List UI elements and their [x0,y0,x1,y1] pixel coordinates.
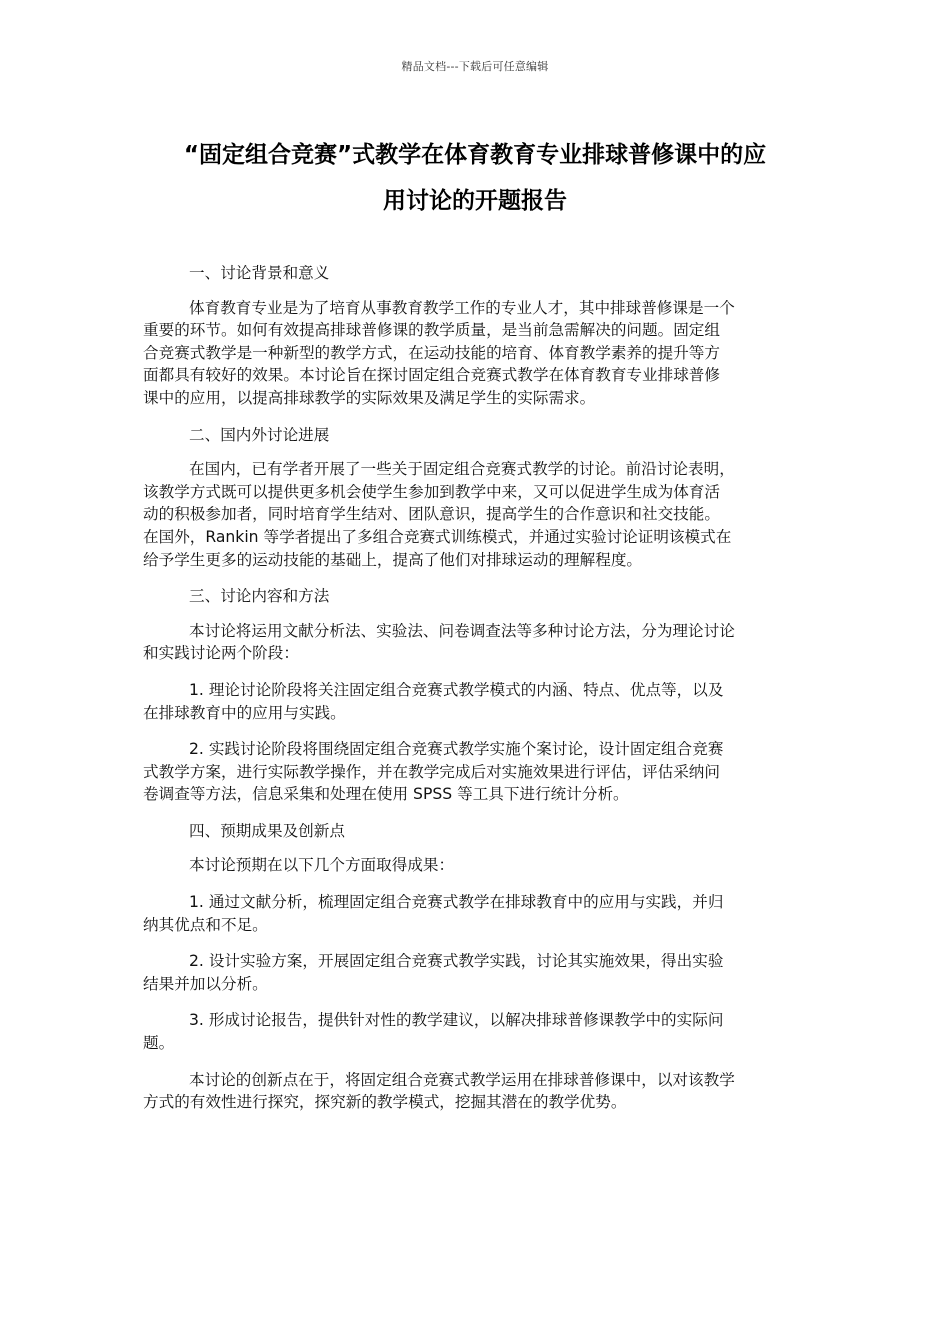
text-line: 纳其优点和不足。 [143,915,268,934]
paragraph [143,1069,808,1114]
text-line: 面都具有较好的效果。本讨论旨在探讨固定组合竞赛式教学在体育教育专业排球普修 [143,366,720,385]
document-body [143,262,808,1128]
text-line: 重要的环节。如何有效提高排球普修课的教学质量，是当前急需解决的问题。固定组 [143,321,720,340]
section-heading-1: 一、讨论背景和意义 [189,264,330,282]
document-title [140,132,810,224]
section-heading-2: 二、国内外讨论进展 [189,425,330,444]
text-line: 在国外，Rankin 等学者提出了多组合竞赛式训练模式，并通过实验讨论证明该模式在 [143,527,732,546]
paragraph [143,854,808,877]
text-line: 在国内，已有学者开展了一些关于固定组合竞赛式教学的讨论。前沿讨论表明， [189,460,735,479]
text-line: 结果并加以分析。 [143,974,268,993]
text-line: 1. 通过文献分析，梳理固定组合竞赛式教学在排球教育中的应用与实践，并归 [189,893,724,912]
text-line: 1. 理论讨论阶段将关注固定组合竞赛式教学模式的内涵、特点、优点等，以及 [189,680,724,699]
text-line: 体育教育专业是为了培育从事教育教学工作的专业人才，其中排球普修课是一个 [189,298,735,317]
text-line: 题。 [143,1034,175,1053]
text-line: 2. 设计实验方案，开展固定组合竞赛式教学实践，讨论其实施效果，得出实验 [189,952,724,971]
text-line: 本讨论将运用文献分析法、实验法、问卷调查法等多种讨论方法，分为理论讨论 [189,621,735,640]
text-line: 和实践讨论两个阶段： [143,644,299,663]
text-line: 卷调查等方法，信息采集和处理在使用 SPSS 等工具下进行统计分析。 [143,785,629,804]
text-line: 给予学生更多的运动技能的基础上，提高了他们对排球运动的理解程度。 [143,550,643,569]
text-line: 动的积极参加者，同时培育学生结对、团队意识，提高学生的合作意识和社交技能。 [143,505,720,524]
title-line-1: “固定组合竞赛”式教学在体育教育专业排球普修课中的应 [183,142,767,168]
paragraph [143,297,808,410]
list-item [143,950,808,995]
text-line: 课中的应用，以提高排球教学的实际效果及满足学生的实际需求。 [143,388,596,407]
text-line: 式教学方案，进行实际教学操作，并在教学完成后对实施效果进行评估，评估采纳问 [143,762,720,781]
text-line: 合竞赛式教学是一种新型的教学方式，在运动技能的培育、体育教学素养的提升等方 [143,343,720,362]
text-line: 本讨论预期在以下几个方面取得成果： [189,856,455,875]
section-heading-3: 三、讨论内容和方法 [189,587,330,606]
paragraph [143,458,808,571]
list-item [143,738,808,806]
text-line: 2. 实践讨论阶段将围绕固定组合竞赛式教学实施个案讨论，设计固定组合竞赛 [189,740,724,759]
header-note: 精品文档---下载后可任意编辑 [401,60,549,73]
paragraph [143,620,808,665]
list-item [143,1009,808,1054]
text-line: 本讨论的创新点在于，将固定组合竞赛式教学运用在排球普修课中，以对该教学 [189,1070,735,1089]
title-line-2: 用讨论的开题报告 [383,188,567,214]
text-line: 该教学方式既可以提供更多机会使学生参加到教学中来，又可以促进学生成为体育活 [143,482,720,501]
text-line: 3. 形成讨论报告，提供针对性的教学建议，以解决排球普修课教学中的实际问 [189,1011,724,1030]
section-heading-4: 四、预期成果及创新点 [189,821,345,840]
text-line: 在排球教育中的应用与实践。 [143,703,346,722]
list-item [143,891,808,936]
list-item [143,679,808,724]
text-line: 方式的有效性进行探究，探究新的教学模式，挖掘其潜在的教学优势。 [143,1093,627,1112]
